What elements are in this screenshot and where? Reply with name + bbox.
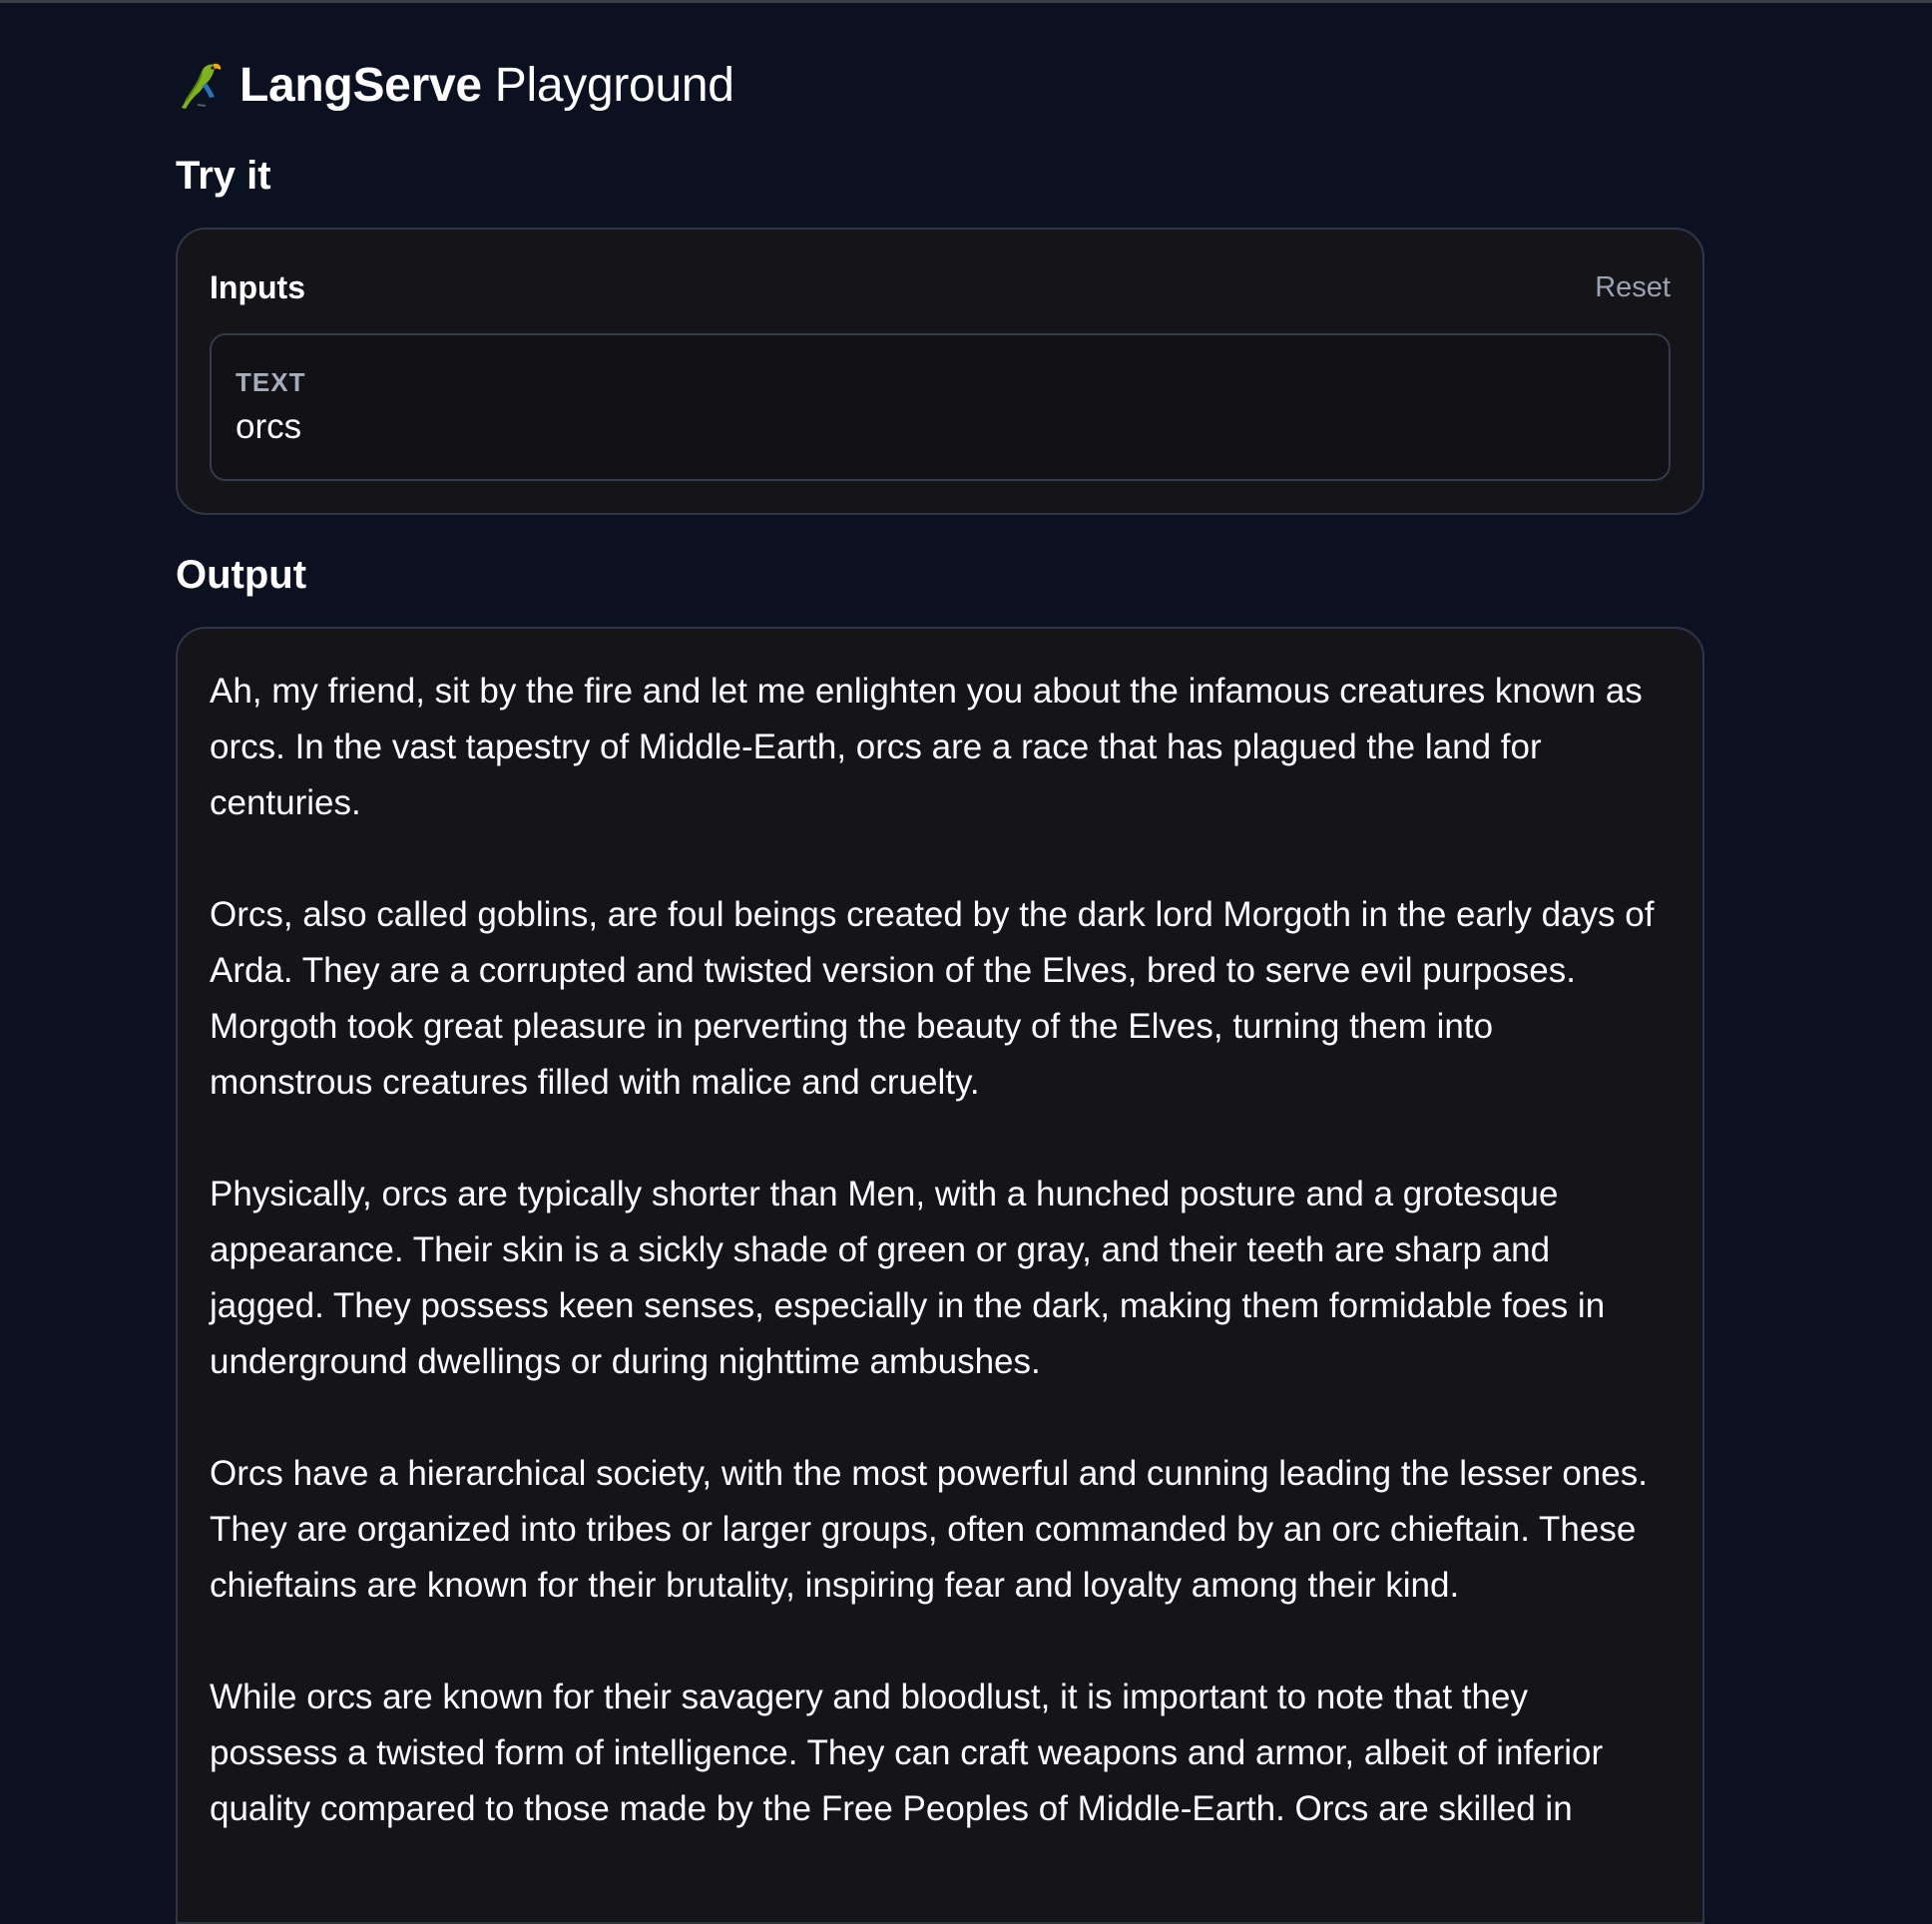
app-header xyxy=(176,56,734,116)
parrot-icon xyxy=(176,59,230,113)
app-title xyxy=(240,56,734,116)
app-title-bold: LangServe xyxy=(240,59,482,112)
output-heading: Output xyxy=(176,553,307,597)
output-paragraph: Orcs have a hierarchical society, with the most powerful and cunning leading the lesser ones. They are organized into tribes or larger groups, often commanded by an orc chieftain. These chieftains are known for their brutality, inspiring fear and loyalty among their kind. xyxy=(210,1454,1648,1605)
text-input-field[interactable] xyxy=(210,333,1671,481)
output-card xyxy=(176,627,1704,1924)
try-it-heading: Try it xyxy=(176,154,271,198)
output-paragraph: While orcs are known for their savagery and bloodlust, it is important to note that they possess a twisted form of intelligence. They can craft weapons and armor, albeit of inferior quality compared to those made by the Free Peoples of Middle-Earth. Orcs are skilled in xyxy=(210,1678,1604,1828)
output-text xyxy=(210,664,1657,1893)
inputs-card xyxy=(176,228,1704,515)
output-paragraph: Ah, my friend, sit by the fire and let me enlighten you about the infamous creatures known as orcs. In the vast tapestry of Middle-Earth, orcs are a race that has plagued the land for centuries. xyxy=(210,672,1643,822)
window-top-border xyxy=(0,0,1932,3)
app-title-regular: Playground xyxy=(494,59,734,112)
output-paragraph: Orcs, also called goblins, are foul beings created by the dark lord Morgoth in the early days of Arda. They are a corrupted and twisted version of the Elves, bred to serve evil purposes. Morgoth took great pleasure in perverting the beauty of the Elves, turning them into monstrous creatures filled with malice and cruelty. xyxy=(210,895,1655,1102)
reset-button[interactable]: Reset xyxy=(1595,270,1671,303)
output-paragraph: Physically, orcs are typically shorter than Men, with a hunched posture and a grotesque appearance. Their skin is a sickly shade of green or gray, and their teeth are sharp and jagged. They possess keen senses, especially in the dark, making them formidable foes in underground dwellings or during nighttime ambushes. xyxy=(210,1175,1606,1381)
inputs-header xyxy=(210,265,1671,309)
inputs-label: Inputs xyxy=(210,268,305,305)
text-field-value[interactable]: orcs xyxy=(236,407,302,446)
text-field-label: TEXT xyxy=(236,367,306,397)
